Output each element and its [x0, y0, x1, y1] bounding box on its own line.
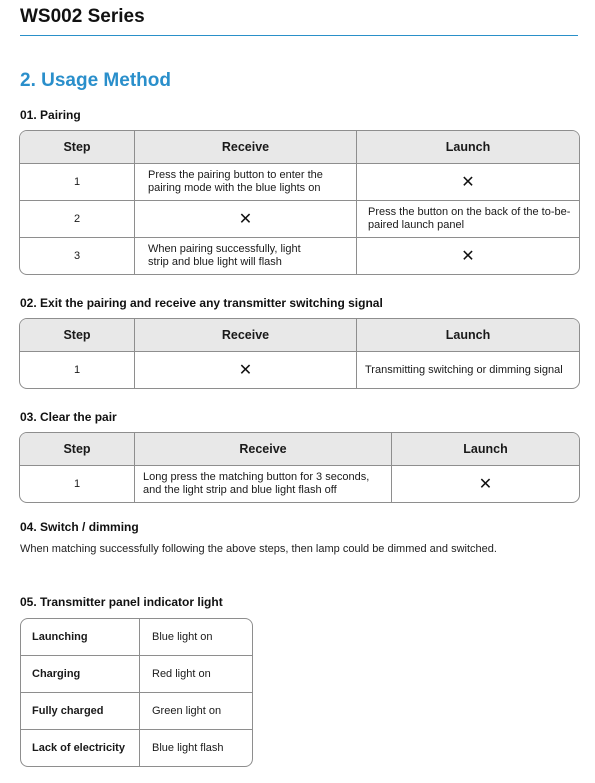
- step-cell: 1: [73, 477, 81, 490]
- exit-pairing-table: [19, 318, 580, 389]
- launch-cell: Transmitting switching or dimming signal: [356, 352, 579, 388]
- table-header-row: [20, 319, 579, 351]
- table-row: [21, 692, 252, 729]
- table-row: [20, 200, 579, 237]
- receive-cell: Long press the matching button for 3 seconds, and the light strip and blue light flash off: [134, 466, 391, 502]
- receive-cell: Press the pairing button to enter the pairing mode with the blue lights on: [134, 164, 356, 200]
- switch-dimming-heading: 04. Switch / dimming: [20, 520, 139, 534]
- header-launch: Launch: [356, 319, 579, 351]
- indicator-state: Launching: [21, 619, 140, 655]
- cross-icon: ✕: [238, 360, 253, 379]
- cross-icon: ✕: [461, 172, 475, 191]
- launch-cell: [356, 238, 579, 274]
- section-heading: 2. Usage Method: [20, 70, 171, 91]
- table-row: [21, 729, 252, 766]
- indicator-light-table: [20, 618, 253, 767]
- header-receive: Receive: [134, 131, 356, 163]
- indicator-state: Charging: [21, 656, 140, 692]
- header-launch: Launch: [391, 433, 579, 465]
- table-row: [20, 351, 579, 388]
- header-launch: Launch: [356, 131, 579, 163]
- launch-cell: [356, 164, 579, 200]
- header-receive: Receive: [134, 319, 356, 351]
- header-receive: Receive: [134, 433, 391, 465]
- launch-cell: [391, 466, 579, 502]
- indicator-state: Lack of electricity: [21, 730, 140, 766]
- table-row: [20, 237, 579, 274]
- table-row: [21, 655, 252, 692]
- cross-icon: ✕: [238, 209, 253, 228]
- step-cell: 1: [73, 363, 81, 376]
- indicator-light-value: Blue light flash: [152, 742, 224, 754]
- header-step: Step: [63, 327, 91, 342]
- indicator-light-value: Green light on: [152, 705, 222, 717]
- header-step: Step: [63, 441, 91, 456]
- exit-pairing-heading: 02. Exit the pairing and receive any transmitter switching signal: [20, 296, 383, 310]
- switch-dimming-text: When matching successfully following the above steps, then lamp could be dimmed and switched.: [20, 543, 497, 555]
- step-cell: 3: [73, 249, 81, 262]
- clear-pair-table: [19, 432, 580, 503]
- receive-cell: [134, 201, 356, 237]
- document-title: WS002 Series: [20, 6, 145, 27]
- indicator-state: Fully charged: [21, 693, 140, 729]
- cross-icon: ✕: [461, 246, 475, 265]
- title-divider: [20, 35, 578, 36]
- clear-pair-heading: 03. Clear the pair: [20, 410, 117, 424]
- header-step: Step: [63, 139, 91, 154]
- launch-cell: Press the button on the back of the to-be-paired launch panel: [356, 201, 579, 237]
- table-row: [20, 163, 579, 200]
- pairing-heading: 01. Pairing: [20, 108, 81, 122]
- pairing-table: [19, 130, 580, 275]
- cross-icon: ✕: [478, 474, 493, 493]
- receive-cell: [134, 352, 356, 388]
- indicator-light-value: Blue light on: [152, 631, 213, 643]
- receive-cell: When pairing successfully, light strip and blue light will flash: [134, 238, 356, 274]
- step-cell: 2: [73, 212, 81, 225]
- table-row: [21, 619, 252, 655]
- table-header-row: [20, 433, 579, 465]
- indicator-light-value: Red light on: [152, 668, 211, 680]
- indicator-light-heading: 05. Transmitter panel indicator light: [20, 595, 223, 609]
- table-header-row: [20, 131, 579, 163]
- table-row: [20, 465, 579, 502]
- step-cell: 1: [73, 175, 81, 188]
